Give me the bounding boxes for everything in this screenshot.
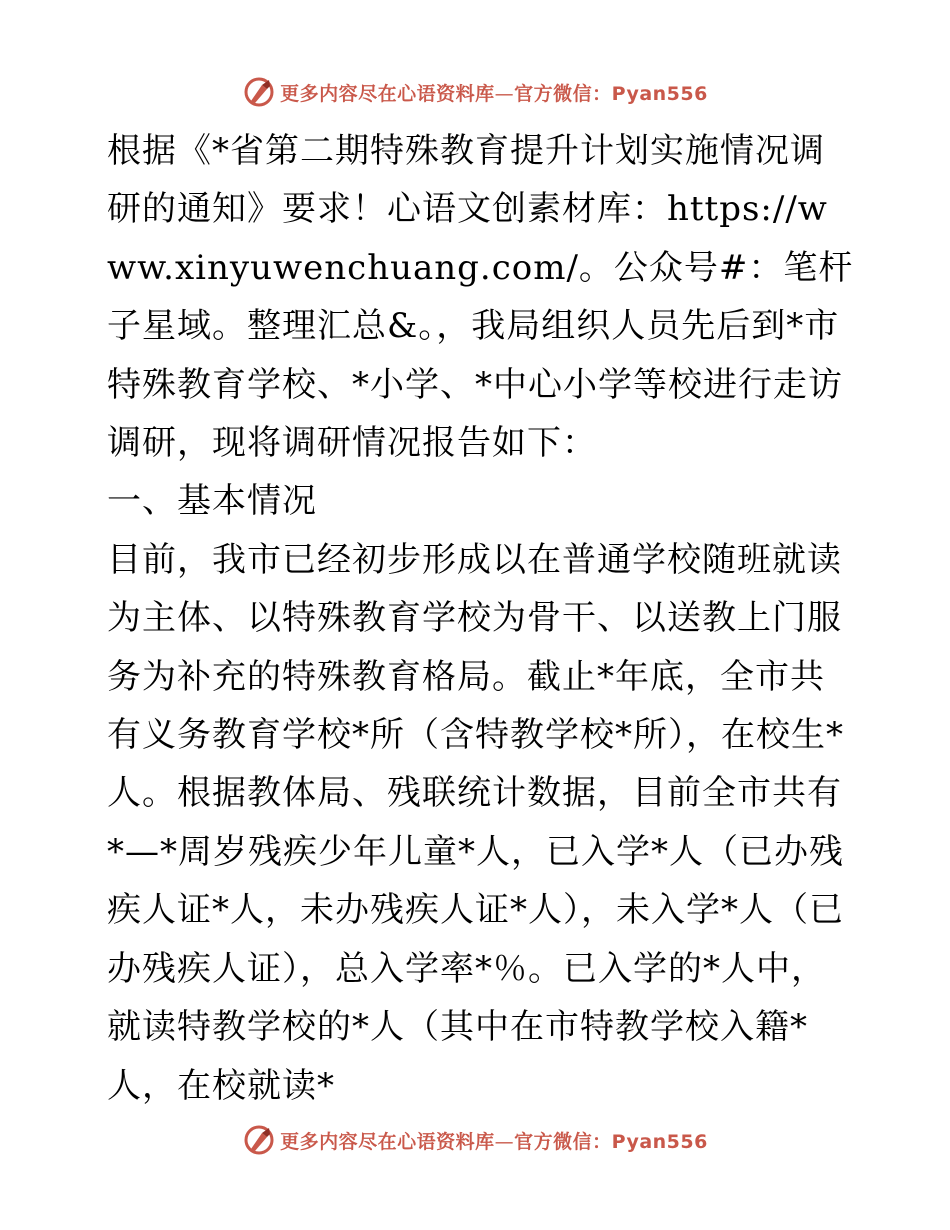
- watermark-contact: 官方微信：Pyan556: [514, 82, 708, 105]
- header-watermark-banner: [0, 72, 950, 112]
- intro-paragraph: 根据《*省第二期特殊教育提升计划实施情况调研的通知》要求！心语文创素材库：https://www.xinyuwenchuang.com/。公众号#：笔杆子星域。整理汇总&。，我局组织人员先后到*市特殊教育学校、*小学、*中心小学等校进行走访调研，现将调研情况报告如下：: [107, 131, 854, 464]
- watermark-main: 更多内容尽在心语资料库: [280, 1130, 495, 1153]
- watermark-main: 更多内容尽在心语资料库: [280, 82, 495, 105]
- watermark-text: [280, 1127, 708, 1154]
- watermark-text: [280, 79, 708, 106]
- document-body: [97, 122, 857, 1115]
- basic-situation-paragraph: 目前，我市已经初步形成以在普通学校随班就读为主体、以特殊教育学校为骨干、以送教上门服务为补充的特殊教育格局。截止*年底，全市共有义务教育学校*所（含特教学校*所），在校生*人。根据教体局、残联统计数据，目前全市共有*—*周岁残疾少年儿童*人，已入学*人（已办残疾人证*人，未办残疾人证*人），未入学*人（已办残疾人证），总入学率*％。已入学的*人中，就读特教学校的*人（其中在市特教学校入籍*人，在校就读*: [107, 539, 844, 1106]
- watermark-separator: —: [494, 82, 515, 105]
- pen-nib-circle-icon: [242, 75, 276, 109]
- pen-nib-circle-icon: [242, 1123, 276, 1157]
- section-heading: 一、基本情况: [107, 481, 317, 522]
- watermark-separator: —: [494, 1130, 515, 1153]
- footer-watermark-banner: [0, 1120, 950, 1160]
- watermark-contact: 官方微信：Pyan556: [514, 1130, 708, 1153]
